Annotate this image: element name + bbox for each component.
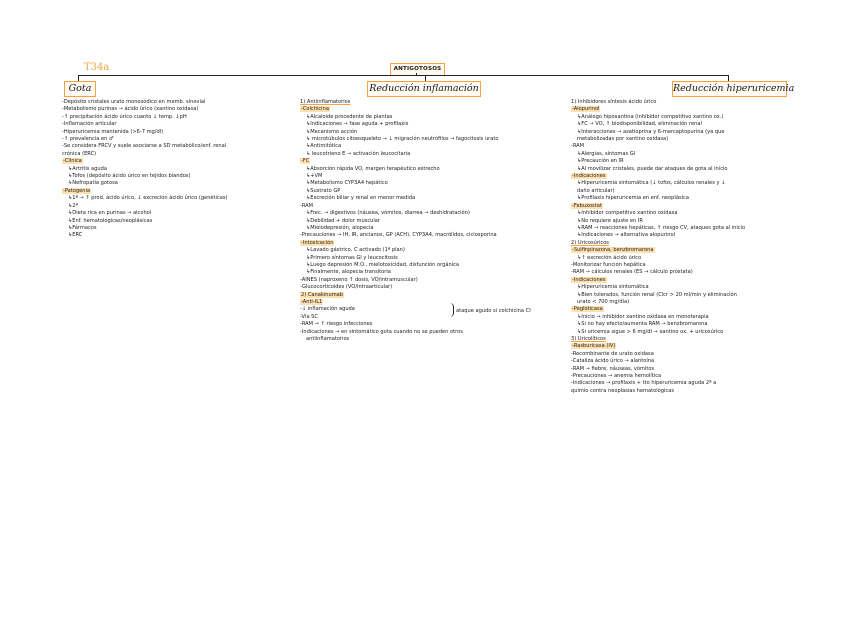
note-line: ↳Si uricemia sigue > 6 mg/dl → xantino ox. + uricosúrico <box>577 328 724 335</box>
heading-inflamacion: Reducción inflamación <box>367 81 481 97</box>
note-line: -Alopurinol <box>572 106 600 113</box>
note-line: ↳Alergias, síntomas GI <box>577 150 636 157</box>
branch-line <box>78 75 728 76</box>
note-line: -Patogenia <box>63 187 91 194</box>
note-line: -Anti-IL1 <box>301 298 323 305</box>
note-line: -FC <box>301 158 310 165</box>
note-line: -RAM <box>571 143 585 150</box>
note-line: ↳RAM → reacciones hepáticas, ↑ riesgo CV, ataques gota al inicio <box>577 224 746 231</box>
note-line: ↳Si no hay efecto/aumenta RAM → benzbromarona <box>577 321 708 328</box>
note-line: ↳Inhibidor competitivo xantino oxidasa <box>577 210 678 217</box>
note-line: ↳Nefropatía gotosa <box>68 180 118 187</box>
column-gota <box>62 99 302 240</box>
note-line: ↳Inicio → inhibidor xantino oxidasa en monoterapia <box>577 313 709 320</box>
note-line: ↳Lavado gástrico, C activado (1ª plan) <box>306 247 405 254</box>
note-line: crónica (ERC) <box>62 150 97 157</box>
note-line: ↳1ª → ↑ prod. ácido úrico, ↓ excreción ácido úrico (genéticas) <box>68 195 228 202</box>
note-line: daño articular) <box>577 187 615 194</box>
note-line: ↳ microtúbulos citoesqueleto → ↓ migración neutrófilos → fagocitosis urato <box>306 136 499 143</box>
note-line: -RAM → cálculos renales (ES → cálculo próstata) <box>571 269 693 276</box>
title-connector <box>416 73 417 76</box>
note-line: -Sulfinpirazona, benzbromarona <box>572 247 654 254</box>
note-line: antiinflamatorios <box>306 336 350 342</box>
note-line: ↳Absorción rápida VO, margen terapéutico estrecho <box>306 165 440 172</box>
column-inflamacion <box>300 99 570 343</box>
note-line: 2) Uricosúricos <box>571 239 609 246</box>
note-line: -Monitorizar función hepática <box>571 261 646 268</box>
note-line: ↳2ª <box>68 202 78 209</box>
note-line: -RAM → fiebre, náuseas, vómitos <box>571 365 655 372</box>
note-line: ↳Al movilizar cristales, puede dar ataques de gota al inicio <box>577 165 728 172</box>
note-line: ↳Fármacos <box>68 224 97 231</box>
note-line: ↳Sustrato GP <box>306 187 341 194</box>
note-line: 1) Antiinflamatorios <box>300 99 351 105</box>
page-title: ANTIGOTOSOS <box>390 63 445 76</box>
note-line: -RAM <box>300 202 314 209</box>
note-line: -Hiperuricemia mantenida (>6-7 mg/dl) <box>62 128 164 135</box>
note-line: -↑ precipitación ácido úrico cuanto ↓ temp. ↓pH <box>62 113 187 120</box>
note-line: ↳Frec. → digestivos (náusea, vómitos, diarrea → deshidratación) <box>306 210 470 217</box>
note-line: -Glucocorticoides (VO/intraarticular) <box>300 284 393 291</box>
note-line: -Se considera FRCV y suele asociarse a SD metabólico/enf. renal <box>62 143 227 150</box>
heading-hiperuricemia: Reducción hiperuricemia <box>672 81 787 97</box>
note-line: ↳ERC <box>68 232 83 239</box>
note-line: ↳Luego depresión M.O., mielotoxicidad, disfunción orgánica <box>306 261 460 268</box>
tag-label: T34a <box>84 62 110 73</box>
note-line: -Clínica <box>63 158 82 165</box>
note-line: ↳Tofos (depósito ácido úrico en tejidos blandos) <box>68 173 191 180</box>
note-line: -Indicaciones <box>572 276 606 283</box>
heading-gota: Gota <box>64 81 96 97</box>
note-line: -Metabolismo purinas → ácido úrico (xantino oxidasa) <box>62 106 199 113</box>
note-line: -Febuxostat <box>572 202 602 209</box>
note-line: ↳FC → VO, ↑ biodisponibilidad, eliminación renal <box>577 121 702 128</box>
note-line: ↳Finalmente, alopecia transitoria <box>306 269 391 276</box>
note-line: quimio contra neoplasias hematológicas <box>571 387 674 394</box>
note-line: -Indicaciones <box>572 173 606 180</box>
note-line: ↳Excreción biliar y renal en menor medida <box>306 195 416 202</box>
note-line: ↳Debilidad + dolor muscular <box>306 217 380 224</box>
note-line: -↓ inflamación aguda <box>300 306 355 313</box>
note-line: -Pegloticasa <box>572 306 603 313</box>
note-line: ↳Bien tolerados, función renal (Clcr > 20 ml/min y eliminación <box>577 291 737 298</box>
note-line: ↳Mecanismo acción <box>306 128 358 135</box>
note-line: ↳Indicaciones → fase aguda + profilaxis <box>306 121 409 128</box>
brace-mark <box>449 303 454 317</box>
note-line: ↳Mielodepresión, alopecia <box>306 224 374 231</box>
note-line: urato < 700 mg/día) <box>577 298 630 305</box>
note-line: ↳+VM <box>306 173 323 180</box>
note-line: ↳ leucotrieno E → activación leucocitaria <box>306 150 411 157</box>
note-line: -Indicaciones → profilaxis + tto hiperuricemia aguda 2ª a <box>571 380 717 387</box>
note-line: ↳Indicaciones → alternativa alopurinol <box>577 232 675 239</box>
note-line: -Cataliza ácido úrico → alantoína <box>571 358 655 365</box>
note-line: -Recombinante de urato oxidasa <box>571 350 654 357</box>
note-line: ↳No requiere ajuste en IR <box>577 217 643 224</box>
note-line: -Vía SC <box>300 313 318 320</box>
note-line: metabolizadas por xantino oxidasa) <box>577 136 669 143</box>
note-line: -Intoxicación <box>301 239 334 246</box>
note-line: ↳Profilaxis hiperuricemia en enf. neoplásica <box>577 195 689 202</box>
note-line: 2) Canakinumab <box>301 291 344 298</box>
note-line: -Precauciones → IH, IR, ancianos, GP (ACH), CYP3A4, macrólidos, ciclosporina <box>300 232 497 239</box>
note-line: -Rasburicasa (IV) <box>572 343 616 350</box>
column-hiperuricemia <box>571 99 801 395</box>
note-line: ↳Alcaloide procedente de plantas <box>306 113 393 120</box>
note-line: -Precauciones → anemia hemolítica <box>571 373 662 380</box>
note-line: -↑ prevalencia en ♂ <box>62 136 114 143</box>
note-line: ↳Interacciones → azatioprina y 6-mercaptopurina (ya que <box>577 128 725 135</box>
note-line: ↳Artritis aguda <box>68 165 107 172</box>
note-line: -RAM → ↑ riesgo infecciones <box>300 321 373 328</box>
note-line: ↳↑ excreción ácido úrico <box>577 254 642 261</box>
note-line: ↳Antimitótica <box>306 143 342 150</box>
note-line: -Depósito cristales urato monosódico en memb. sinovial <box>62 99 206 105</box>
note-line: ↳Precaución en IR <box>577 158 624 165</box>
note-line: ↳Enf. hematológicas/neoplásicas <box>68 217 153 224</box>
note-line: ↳Dieta rica en purinas → alcohol <box>68 210 152 217</box>
note-line: -Indicaciones → en sintomático gota cuando no se pueden otros <box>300 328 463 335</box>
side-note: ataque agudo si colchicina CI <box>456 308 531 314</box>
note-line: ↳Hiperuricemia sintomática <box>577 284 649 291</box>
note-line: -Inflamación articular <box>62 121 117 128</box>
note-line: 1) Inhibidores síntesis ácido úrico <box>571 99 657 105</box>
note-line: -AINES (naproxeno ↑ dosis, VO/intramuscular) <box>300 276 418 283</box>
note-line: ↳Análogo hipoxantina (inhibidor competitivo xantino ox.) <box>577 113 724 120</box>
note-line: ↳Hiperuricemia sintomática (↓ tofos, cálculos renales y ↓ <box>577 180 726 187</box>
note-line: 3) Uricolíticos <box>571 336 606 342</box>
note-line: ↳Metabolismo CYP3A4 hepático <box>306 180 388 187</box>
note-line: ↳Primero síntomas GI y leucocitosis <box>306 254 398 261</box>
note-line: -Colchicina <box>301 106 329 113</box>
